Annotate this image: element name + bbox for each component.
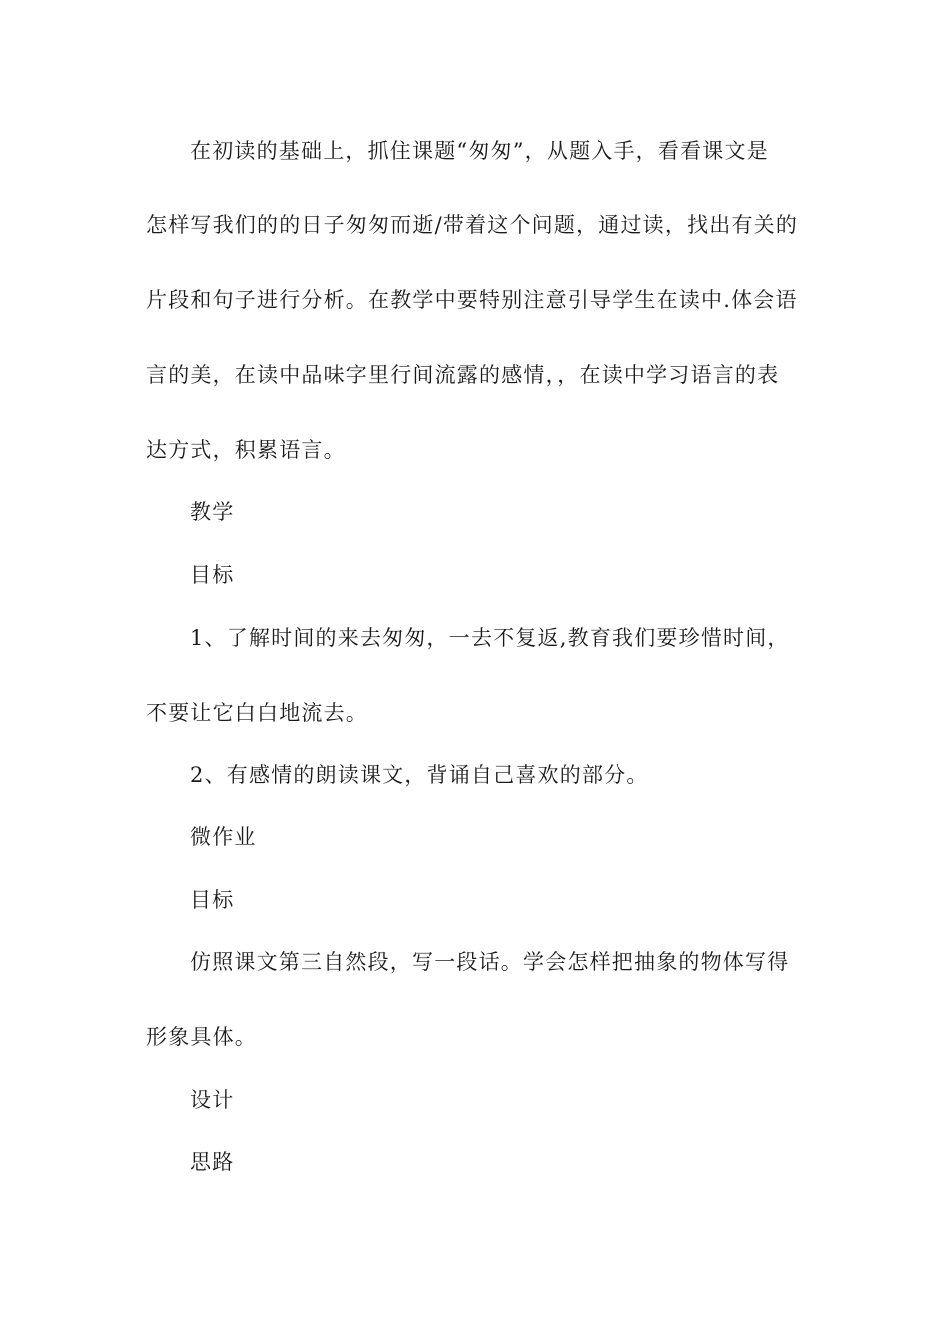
paragraph-line: 片段和句子进行分析。在教学中要特别注意引导学生在读中.体会语 [146, 288, 798, 312]
section-heading: 设计 [190, 1088, 235, 1112]
list-item-continuation: 不要让它白白地流去。 [146, 701, 368, 725]
paragraph-line: 言的美，在读中品味字里行间流露的感情，，在读中学习语言的表 [146, 363, 780, 387]
paragraph-line: 在初读的基础上，抓住课题“匆匆”，从题入手，看看课文是 [190, 139, 769, 163]
section-heading: 目标 [190, 888, 235, 912]
paragraph-line: 达方式，积累语言。 [146, 438, 346, 462]
paragraph-line: 仿照课文第三自然段，写一段话。学会怎样把抽象的物体写得 [190, 950, 790, 974]
paragraph-line: 形象具体。 [146, 1025, 257, 1049]
section-heading: 目标 [190, 563, 235, 587]
list-item: 2、有感情的朗读课文，背诵自己喜欢的部分。 [190, 763, 649, 787]
section-heading: 教学 [190, 500, 235, 524]
paragraph-line: 怎样写我们的的日子匆匆而逝/带着这个问题，通过读，找出有关的 [146, 213, 799, 237]
section-heading: 思路 [190, 1150, 235, 1174]
section-heading: 微作业 [190, 825, 257, 849]
list-item: 1、了解时间的来去匆匆，一去不复返,教育我们要珍惜时间， [190, 626, 790, 650]
